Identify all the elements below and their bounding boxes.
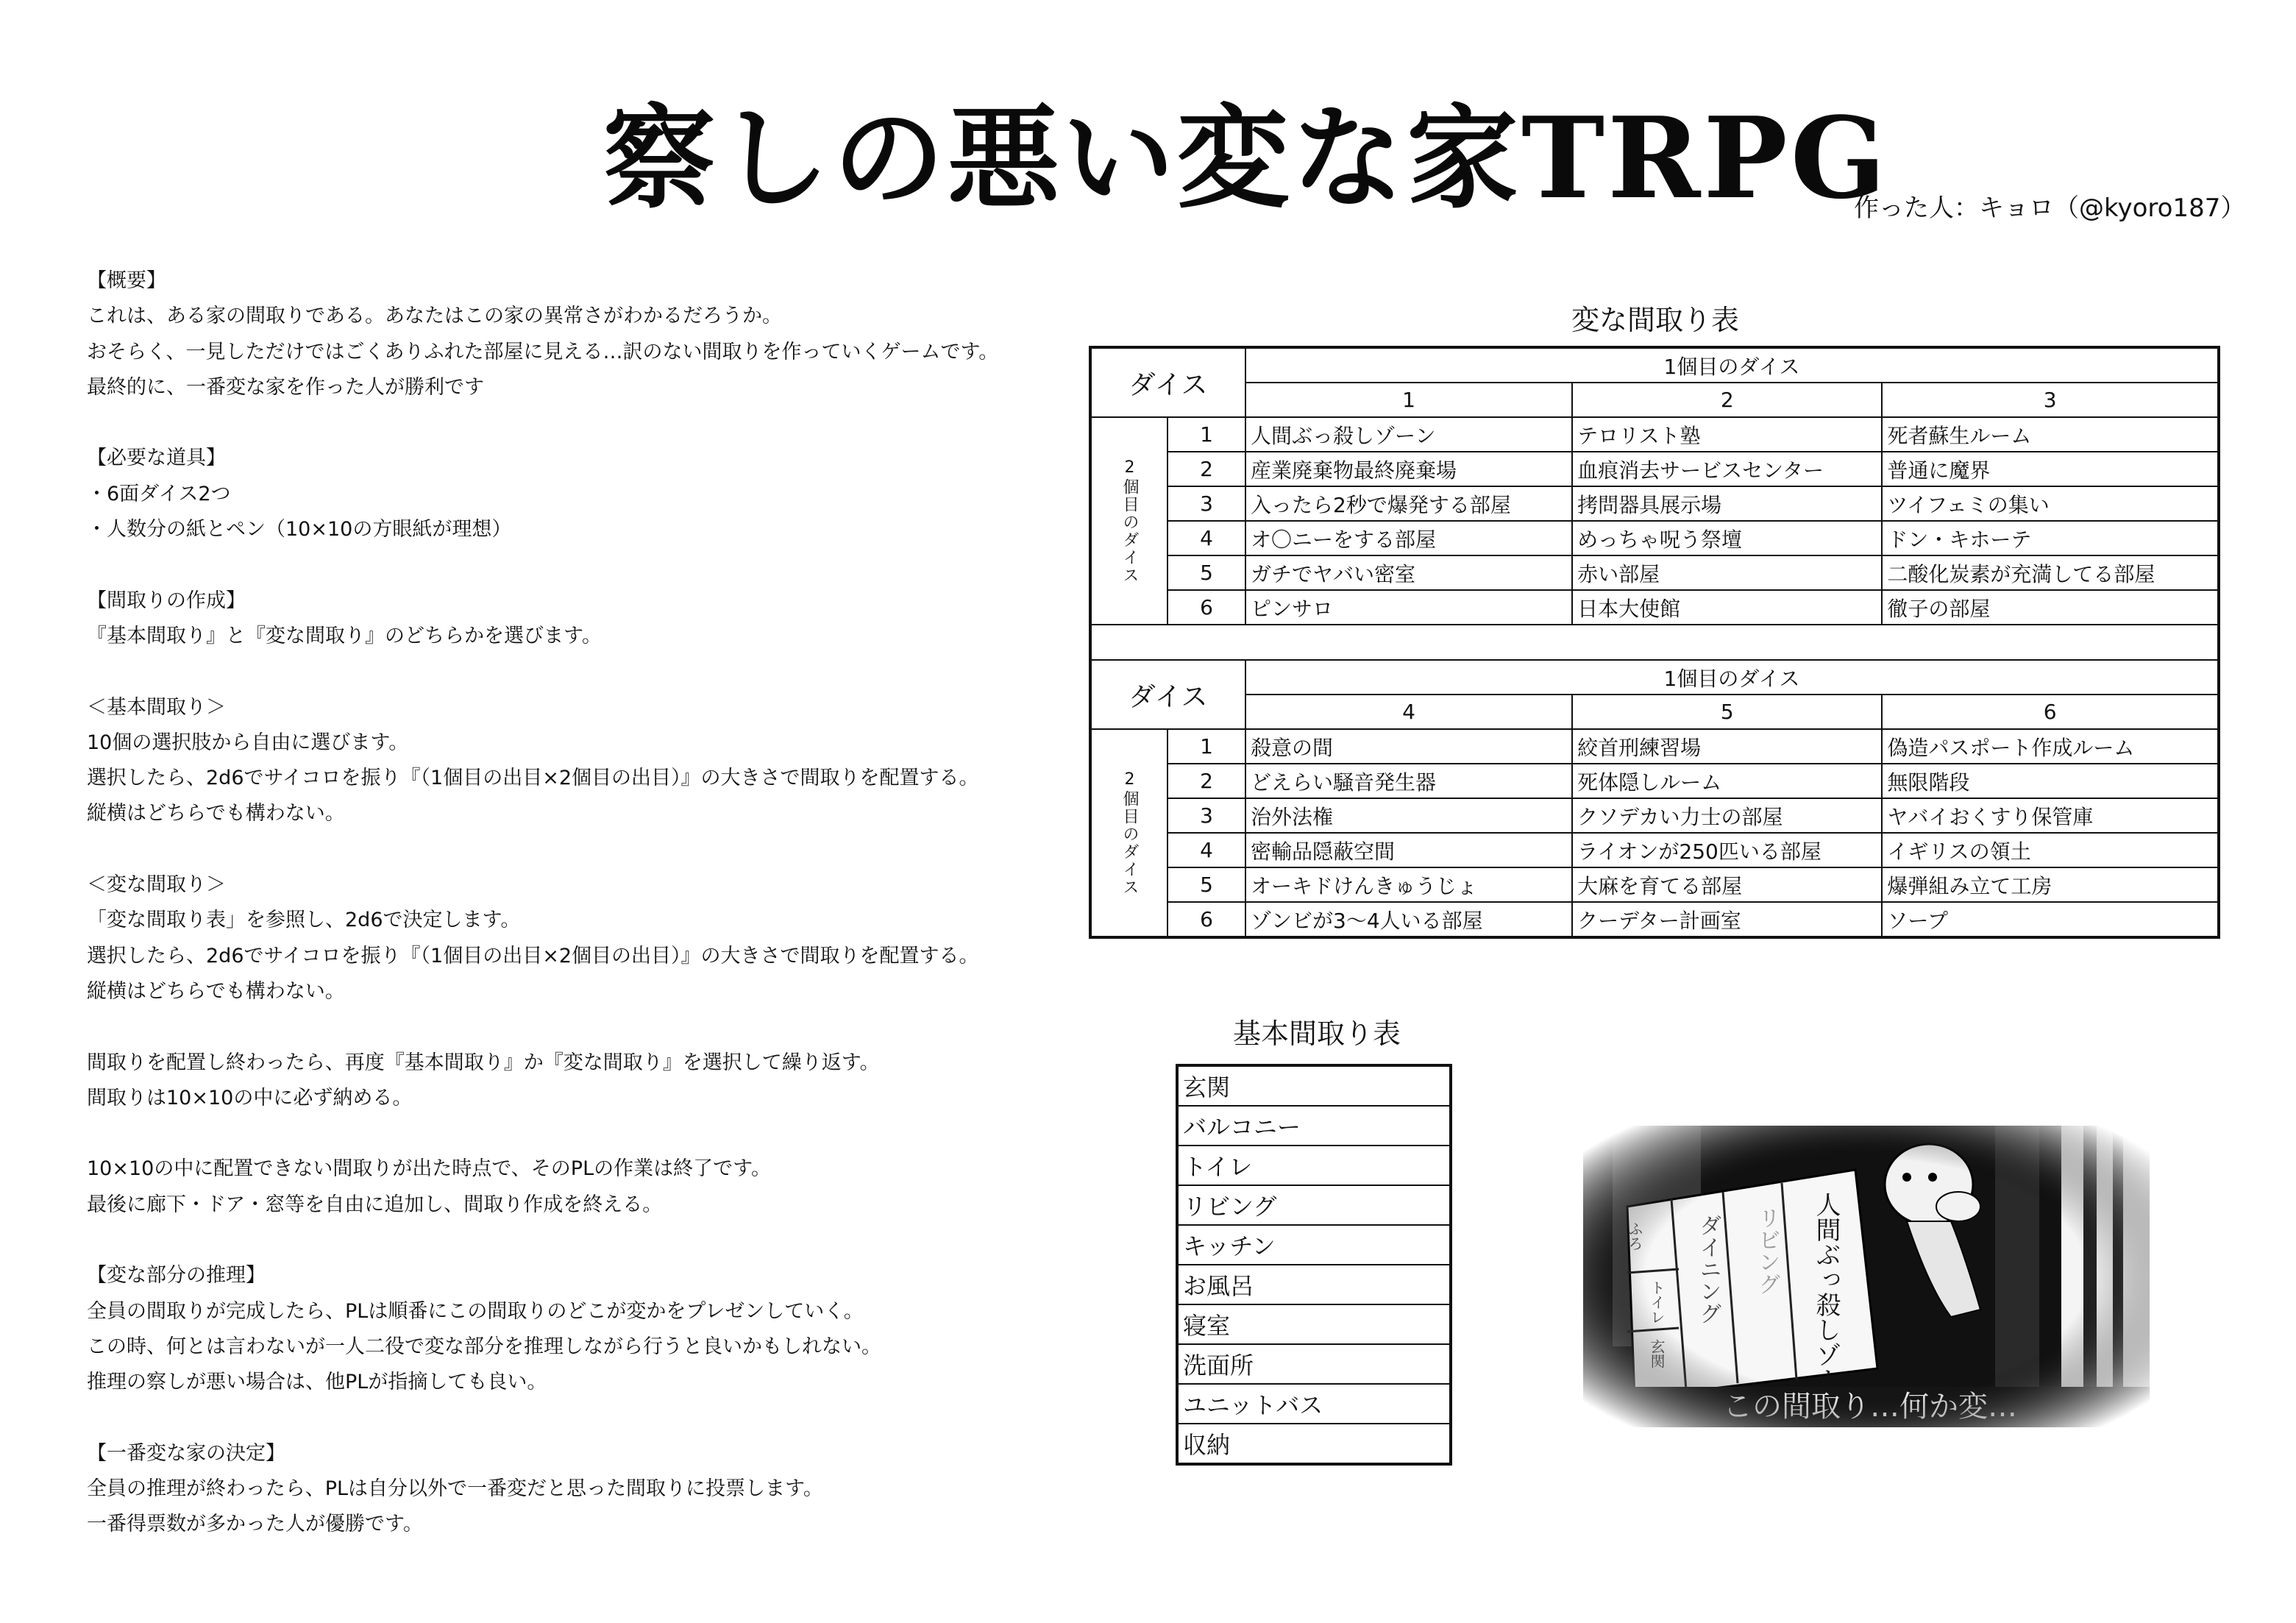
room-cell: 産業廃棄物最終廃棄場 <box>1245 452 1572 486</box>
room-cell: 殺意の間 <box>1245 729 1572 764</box>
rule-line: おそらく、一見しただけではごくありふれた部屋に見える…訳のない間取りを作っていくゲームです。 <box>87 340 999 363</box>
rule-line: 最後に廊下・ドア・窓等を自由に追加し、間取り作成を終える。 <box>87 1193 663 1216</box>
table-row <box>1177 1265 1451 1304</box>
second-die-value: 3 <box>1167 798 1245 833</box>
table-row <box>1090 798 2219 833</box>
first-die-header: 1個目のダイス <box>1245 347 2219 383</box>
section-heading: 【一番変な家の決定】 <box>87 1441 285 1465</box>
table-row <box>1090 417 2219 452</box>
room-cell: ライオンが250匹いる部屋 <box>1572 833 1882 867</box>
second-die-header: 2個目のダイス <box>1090 729 1167 937</box>
table-row <box>1090 764 2219 798</box>
room-cell: 大麻を育てる部屋 <box>1572 867 1882 902</box>
second-die-value: 1 <box>1167 729 1245 764</box>
basic-room-cell: ユニットバス <box>1177 1384 1451 1424</box>
rule-line: 選択したら、2d6でサイコロを振り『（1個目の出目×2個目の出目）』の大きさで間取りを配置する。 <box>87 944 979 967</box>
room-cell: 二酸化炭素が充満してる部屋 <box>1882 555 2219 590</box>
room-cell: 赤い部屋 <box>1572 555 1882 590</box>
section-heading: 【必要な道具】 <box>87 447 226 470</box>
table-row <box>1177 1185 1451 1225</box>
rule-line <box>87 654 1065 689</box>
rule-line <box>87 1223 1065 1258</box>
table-row <box>1177 1106 1451 1146</box>
room-cell: どえらい騒音発生器 <box>1245 764 1572 798</box>
rule-line <box>87 547 1065 583</box>
section-heading: 【変な部分の推理】 <box>87 1264 266 1288</box>
room-cell: 死体隠しルーム <box>1572 764 1882 798</box>
room-cell: オーキドけんきゅうじょ <box>1245 867 1572 902</box>
second-die-value: 5 <box>1167 555 1245 590</box>
second-die-value: 6 <box>1167 902 1245 937</box>
room-cell: 拷問器具展示場 <box>1572 486 1882 521</box>
rule-line <box>87 1009 1065 1045</box>
second-die-value: 2 <box>1167 764 1245 798</box>
basic-layout-table <box>1176 1064 1452 1466</box>
room-cell: クソデカい力士の部屋 <box>1572 798 1882 833</box>
first-die-value: 2 <box>1572 383 1882 417</box>
rule-line: 最終的に、一番変な家を作った人が勝利です <box>87 375 484 399</box>
table-row <box>1177 1344 1451 1384</box>
basic-room-cell: お風呂 <box>1177 1265 1451 1304</box>
rule-line: ＜変な間取り＞ <box>87 873 226 897</box>
table-row <box>1177 1146 1451 1185</box>
room-cell: ツイフェミの集い <box>1882 486 2219 521</box>
rule-line: ＜基本間取り＞ <box>87 695 226 719</box>
room-cell: 普通に魔界 <box>1882 452 2219 486</box>
room-cell: ヤバイおくすり保管庫 <box>1882 798 2219 833</box>
table-row <box>1090 729 2219 764</box>
basic-room-cell: リビング <box>1177 1185 1451 1225</box>
first-die-value: 5 <box>1572 695 1882 729</box>
table-row <box>1090 452 2219 486</box>
room-cell: ガチでヤバい密室 <box>1245 555 1572 590</box>
room-cell: 無限階段 <box>1882 764 2219 798</box>
table-row <box>1090 833 2219 867</box>
basic-room-cell: バルコニー <box>1177 1106 1451 1146</box>
room-cell: イギリスの領土 <box>1882 833 2219 867</box>
rule-line: 「変な間取り表」を参照し、2d6で決定します。 <box>87 909 521 932</box>
rules-text <box>87 263 1065 1543</box>
room-cell: めっちゃ呪う祭壇 <box>1572 521 1882 555</box>
table-row <box>1090 867 2219 902</box>
odd-layout-table <box>1089 346 2220 939</box>
table-row <box>1177 1424 1451 1464</box>
basic-room-cell: キッチン <box>1177 1225 1451 1265</box>
room-cell: 偽造パスポート作成ルーム <box>1882 729 2219 764</box>
dice-header: ダイス <box>1090 347 1245 417</box>
rule-line: ・6面ダイス2つ <box>87 482 231 505</box>
room-cell: 絞首刑練習場 <box>1572 729 1882 764</box>
rule-line: 縦横はどちらでも構わない。 <box>87 802 345 825</box>
room-cell: テロリスト塾 <box>1572 417 1882 452</box>
table-spacer <box>1090 625 2219 660</box>
first-die-value: 4 <box>1245 695 1572 729</box>
room-cell: 治外法権 <box>1245 798 1572 833</box>
rule-line <box>87 1116 1065 1151</box>
table-row <box>1177 1225 1451 1265</box>
first-die-value: 6 <box>1882 695 2219 729</box>
illustration-image <box>1583 1126 2150 1427</box>
room-cell: 血痕消去サービスセンター <box>1572 452 1882 486</box>
table-row <box>1177 1384 1451 1424</box>
basic-room-cell: 洗面所 <box>1177 1344 1451 1384</box>
table-row <box>1090 555 2219 590</box>
room-cell: ソープ <box>1882 902 2219 937</box>
table-row <box>1090 902 2219 937</box>
dice-header: ダイス <box>1090 660 1245 729</box>
second-die-value: 5 <box>1167 867 1245 902</box>
second-die-value: 6 <box>1167 590 1245 625</box>
page-title: 察しの悪い変な家TRPG <box>603 92 1889 224</box>
room-cell: 死者蘇生ルーム <box>1882 417 2219 452</box>
first-die-header: 1個目のダイス <box>1245 660 2219 695</box>
table-row <box>1090 521 2219 555</box>
room-cell: 密輸品隠蔽空間 <box>1245 833 1572 867</box>
room-cell: オ〇ニーをする部屋 <box>1245 521 1572 555</box>
rule-line: 全員の間取りが完成したら、PLは順番にこの間取りのどこが変かをプレゼンしていく。 <box>87 1299 864 1323</box>
room-cell: ピンサロ <box>1245 590 1572 625</box>
section-heading: 【概要】 <box>87 269 166 292</box>
second-die-value: 3 <box>1167 486 1245 521</box>
rule-line <box>87 1401 1065 1436</box>
room-cell: 人間ぶっ殺しゾーン <box>1245 417 1572 452</box>
rule-line: ・人数分の紙とペン（10×10の方眼紙が理想） <box>87 518 512 541</box>
first-die-value: 3 <box>1882 383 2219 417</box>
rule-line: 全員の推理が終わったら、PLは自分以外で一番変だと思った間取りに投票します。 <box>87 1477 823 1501</box>
second-die-header: 2個目のダイス <box>1090 417 1167 625</box>
table-row <box>1090 590 2219 625</box>
rule-line: この時、何とは言わないが一人二役で変な部分を推理しながら行うと良いかもしれない。 <box>87 1335 881 1358</box>
rule-line: 選択したら、2d6でサイコロを振り『（1個目の出目×2個目の出目）』の大きさで間取りを配置する。 <box>87 767 979 790</box>
room-cell: 入ったら2秒で爆発する部屋 <box>1245 486 1572 521</box>
rule-line <box>87 405 1065 441</box>
basic-table-title: 基本間取り表 <box>1232 1018 1401 1050</box>
second-die-value: 2 <box>1167 452 1245 486</box>
table-row <box>1177 1065 1451 1106</box>
table-row <box>1090 486 2219 521</box>
section-heading: 【間取りの作成】 <box>87 589 246 612</box>
rule-line: 10×10の中に配置できない間取りが出た時点で、そのPLの作業は終了です。 <box>87 1157 771 1181</box>
rule-line: 推理の察しが悪い場合は、他PLが指摘しても良い。 <box>87 1371 547 1394</box>
second-die-value: 4 <box>1167 521 1245 555</box>
rule-line <box>87 832 1065 867</box>
basic-room-cell: 収納 <box>1177 1424 1451 1464</box>
rule-line: 間取りを配置し終わったら、再度『基本間取り』か『変な間取り』を選択して繰り返す。 <box>87 1051 880 1074</box>
odd-table-title: 変な間取り表 <box>1571 304 1739 336</box>
rule-line: 一番得票数が多かった人が優勝です。 <box>87 1513 423 1536</box>
room-cell: ドン・キホーテ <box>1882 521 2219 555</box>
table-row <box>1177 1304 1451 1344</box>
second-die-value: 1 <box>1167 417 1245 452</box>
basic-room-cell: 玄関 <box>1177 1065 1451 1106</box>
rule-line: これは、ある家の間取りである。あなたはこの家の異常さがわかるだろうか。 <box>87 305 782 328</box>
first-die-value: 1 <box>1245 383 1572 417</box>
basic-room-cell: トイレ <box>1177 1146 1451 1185</box>
room-cell: 徹子の部屋 <box>1882 590 2219 625</box>
basic-room-cell: 寝室 <box>1177 1304 1451 1344</box>
author-credit: 作った人：キョロ（@kyoro187） <box>1854 193 2246 223</box>
illustration-photo <box>1583 1126 2150 1427</box>
rule-line: 間取りは10×10の中に必ず納める。 <box>87 1086 413 1109</box>
room-cell: ゾンビが3～4人いる部屋 <box>1245 902 1572 937</box>
room-cell: 日本大使館 <box>1572 590 1882 625</box>
rule-line: 10個の選択肢から自由に選びます。 <box>87 731 409 754</box>
room-cell: クーデター計画室 <box>1572 902 1882 937</box>
rule-line: 『基本間取り』と『変な間取り』のどちらかを選びます。 <box>87 624 602 647</box>
room-cell: 爆弾組み立て工房 <box>1882 867 2219 902</box>
rule-line: 縦横はどちらでも構わない。 <box>87 979 345 1003</box>
second-die-value: 4 <box>1167 833 1245 867</box>
